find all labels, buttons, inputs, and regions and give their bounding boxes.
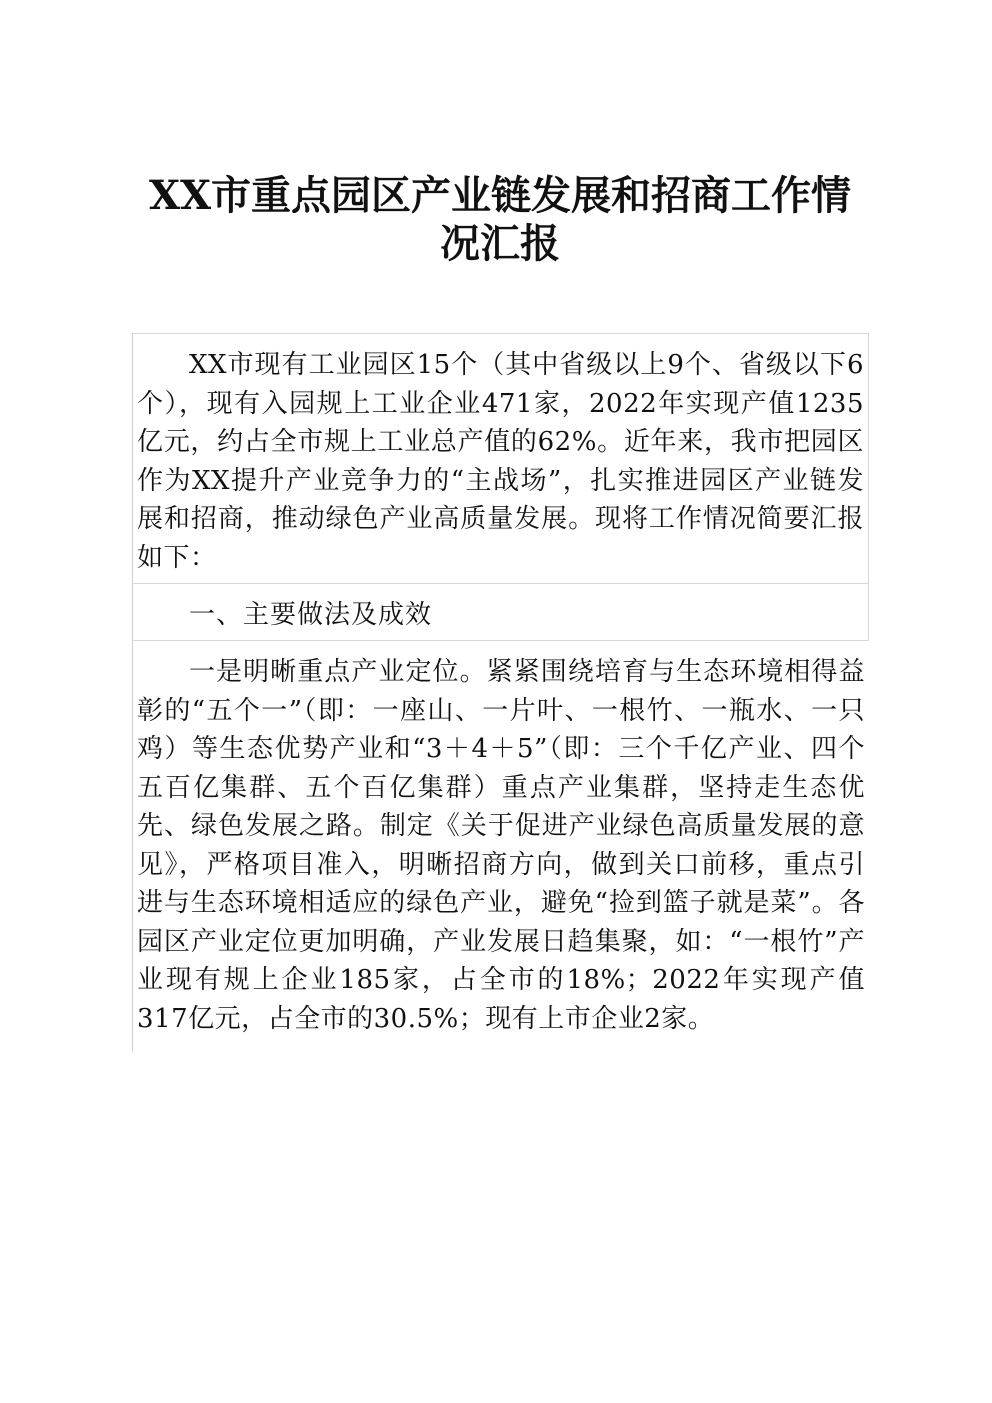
intro-block — [133, 333, 869, 583]
document-body — [132, 333, 869, 1052]
body-paragraph: 一是明晰重点产业定位。紧紧围绕培育与生态环境相得益彰的“五个一”（即：一座山、一片叶、一根竹、一瓶水、一只鸡）等生态优势产业和“3＋4＋5”（即：三个千亿产业、四个五百亿集群、五个百亿集群）重点产业集群，坚持走生态优先、绿色发展之路。制定《关于促进产业绿色高质量发展的意见》，严格项目准入，明晰招商方向，做到关口前移，重点引进与生态环境相适应的绿色产业，避免“捡到篮子就是菜”。各园区产业定位更加明确，产业发展日趋集聚，如：“一根竹”产业现有规上企业185家，占全市的18%；2022年实现产值317亿元，占全市的30.5%；现有上市企业2家。 — [137, 657, 865, 1034]
paragraph-block — [133, 640, 869, 1052]
section-heading: 一、主要做法及成效 — [189, 600, 433, 630]
document-title: XX市重点园区产业链发展和招商工作情况汇报 — [148, 172, 852, 267]
section-heading-block — [133, 583, 869, 640]
intro-paragraph: XX市现有工业园区15个（其中省级以上9个、省级以下6个），现有入园规上工业企业471家，2022年实现产值1235亿元，约占全市规上工业总产值的62%。近年来，我市把园区作为XX提升产业竞争力的“主战场”，扎实推进园区产业链发展和招商，推动绿色产业高质量发展。现将工作情况简要汇报如下： — [137, 350, 864, 573]
